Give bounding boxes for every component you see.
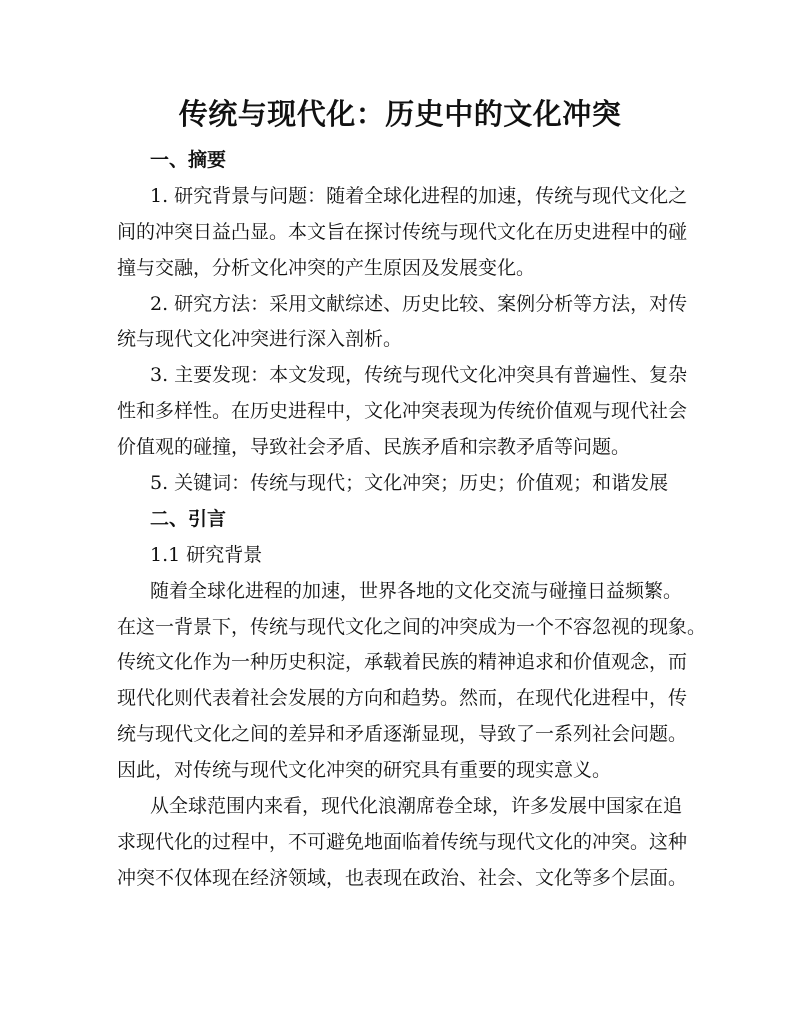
paragraph-line: 撞与交融，分析文化冲突的产生原因及发展变化。: [117, 256, 536, 279]
paragraph: [117, 538, 677, 574]
paragraph-line: 冲突不仅体现在经济领域，也表现在政治、社会、文化等多个层面。: [117, 866, 688, 889]
paragraph-line: 因此，对传统与现代文化冲突的研究具有重要的现实意义。: [117, 759, 612, 782]
paragraph-line: 5. 关键词：传统与现代；文化冲突；历史；价值观；和谐发展: [150, 472, 669, 495]
paragraph-line: 在这一背景下，传统与现代文化之间的冲突成为一个不容忽视的现象。: [117, 615, 707, 638]
paragraph: [117, 466, 677, 502]
paragraph-line: 现代化则代表着社会发展的方向和趋势。然而，在现代化进程中，传: [117, 687, 688, 710]
paragraph-line: 从全球范围内来看，现代化浪潮席卷全球，许多发展中国家在追: [150, 795, 683, 818]
paragraph-line: 3. 主要发现：本文发现，传统与现代文化冲突具有普遍性、复杂: [150, 364, 688, 387]
paragraph-line: 求现代化的过程中，不可避免地面临着传统与现代文化的冲突。这种: [117, 830, 688, 853]
paragraph-line: 1. 研究背景与问题：随着全球化进程的加速，传统与现代文化之: [150, 184, 688, 207]
paragraph: [117, 287, 688, 359]
section-heading: 二、引言: [150, 507, 227, 530]
paragraph-line: 统与现代文化冲突进行深入剖析。: [117, 328, 403, 351]
paragraph-line: 间的冲突日益凸显。本文旨在探讨传统与现代文化在历史进程中的碰: [117, 220, 688, 243]
paragraph: [117, 179, 688, 287]
paragraph-line: 统与现代文化之间的差异和矛盾逐渐显现，导致了一系列社会问题。: [117, 723, 688, 746]
paragraph-line: 传统文化作为一种历史积淀，承载着民族的精神追求和价值观念，而: [117, 651, 688, 674]
paragraph: [117, 574, 707, 789]
paragraph-line: 1.1 研究背景: [150, 543, 263, 566]
paragraph: [117, 789, 688, 897]
section-heading: 一、摘要: [150, 149, 227, 171]
paragraph-line: 性和多样性。在历史进程中，文化冲突表现为传统价值观与现代社会: [117, 400, 688, 423]
paragraph: [117, 358, 688, 466]
paragraph-line: 随着全球化进程的加速，世界各地的文化交流与碰撞日益频繁。: [150, 579, 683, 602]
paragraph-line: 价值观的碰撞，导致社会矛盾、民族矛盾和宗教矛盾等问题。: [117, 436, 631, 459]
document-title: 传统与现代化：历史中的文化冲突: [178, 97, 622, 131]
paragraph-line: 2. 研究方法：采用文献综述、历史比较、案例分析等方法，对传: [150, 292, 688, 315]
document-body: [117, 143, 707, 897]
